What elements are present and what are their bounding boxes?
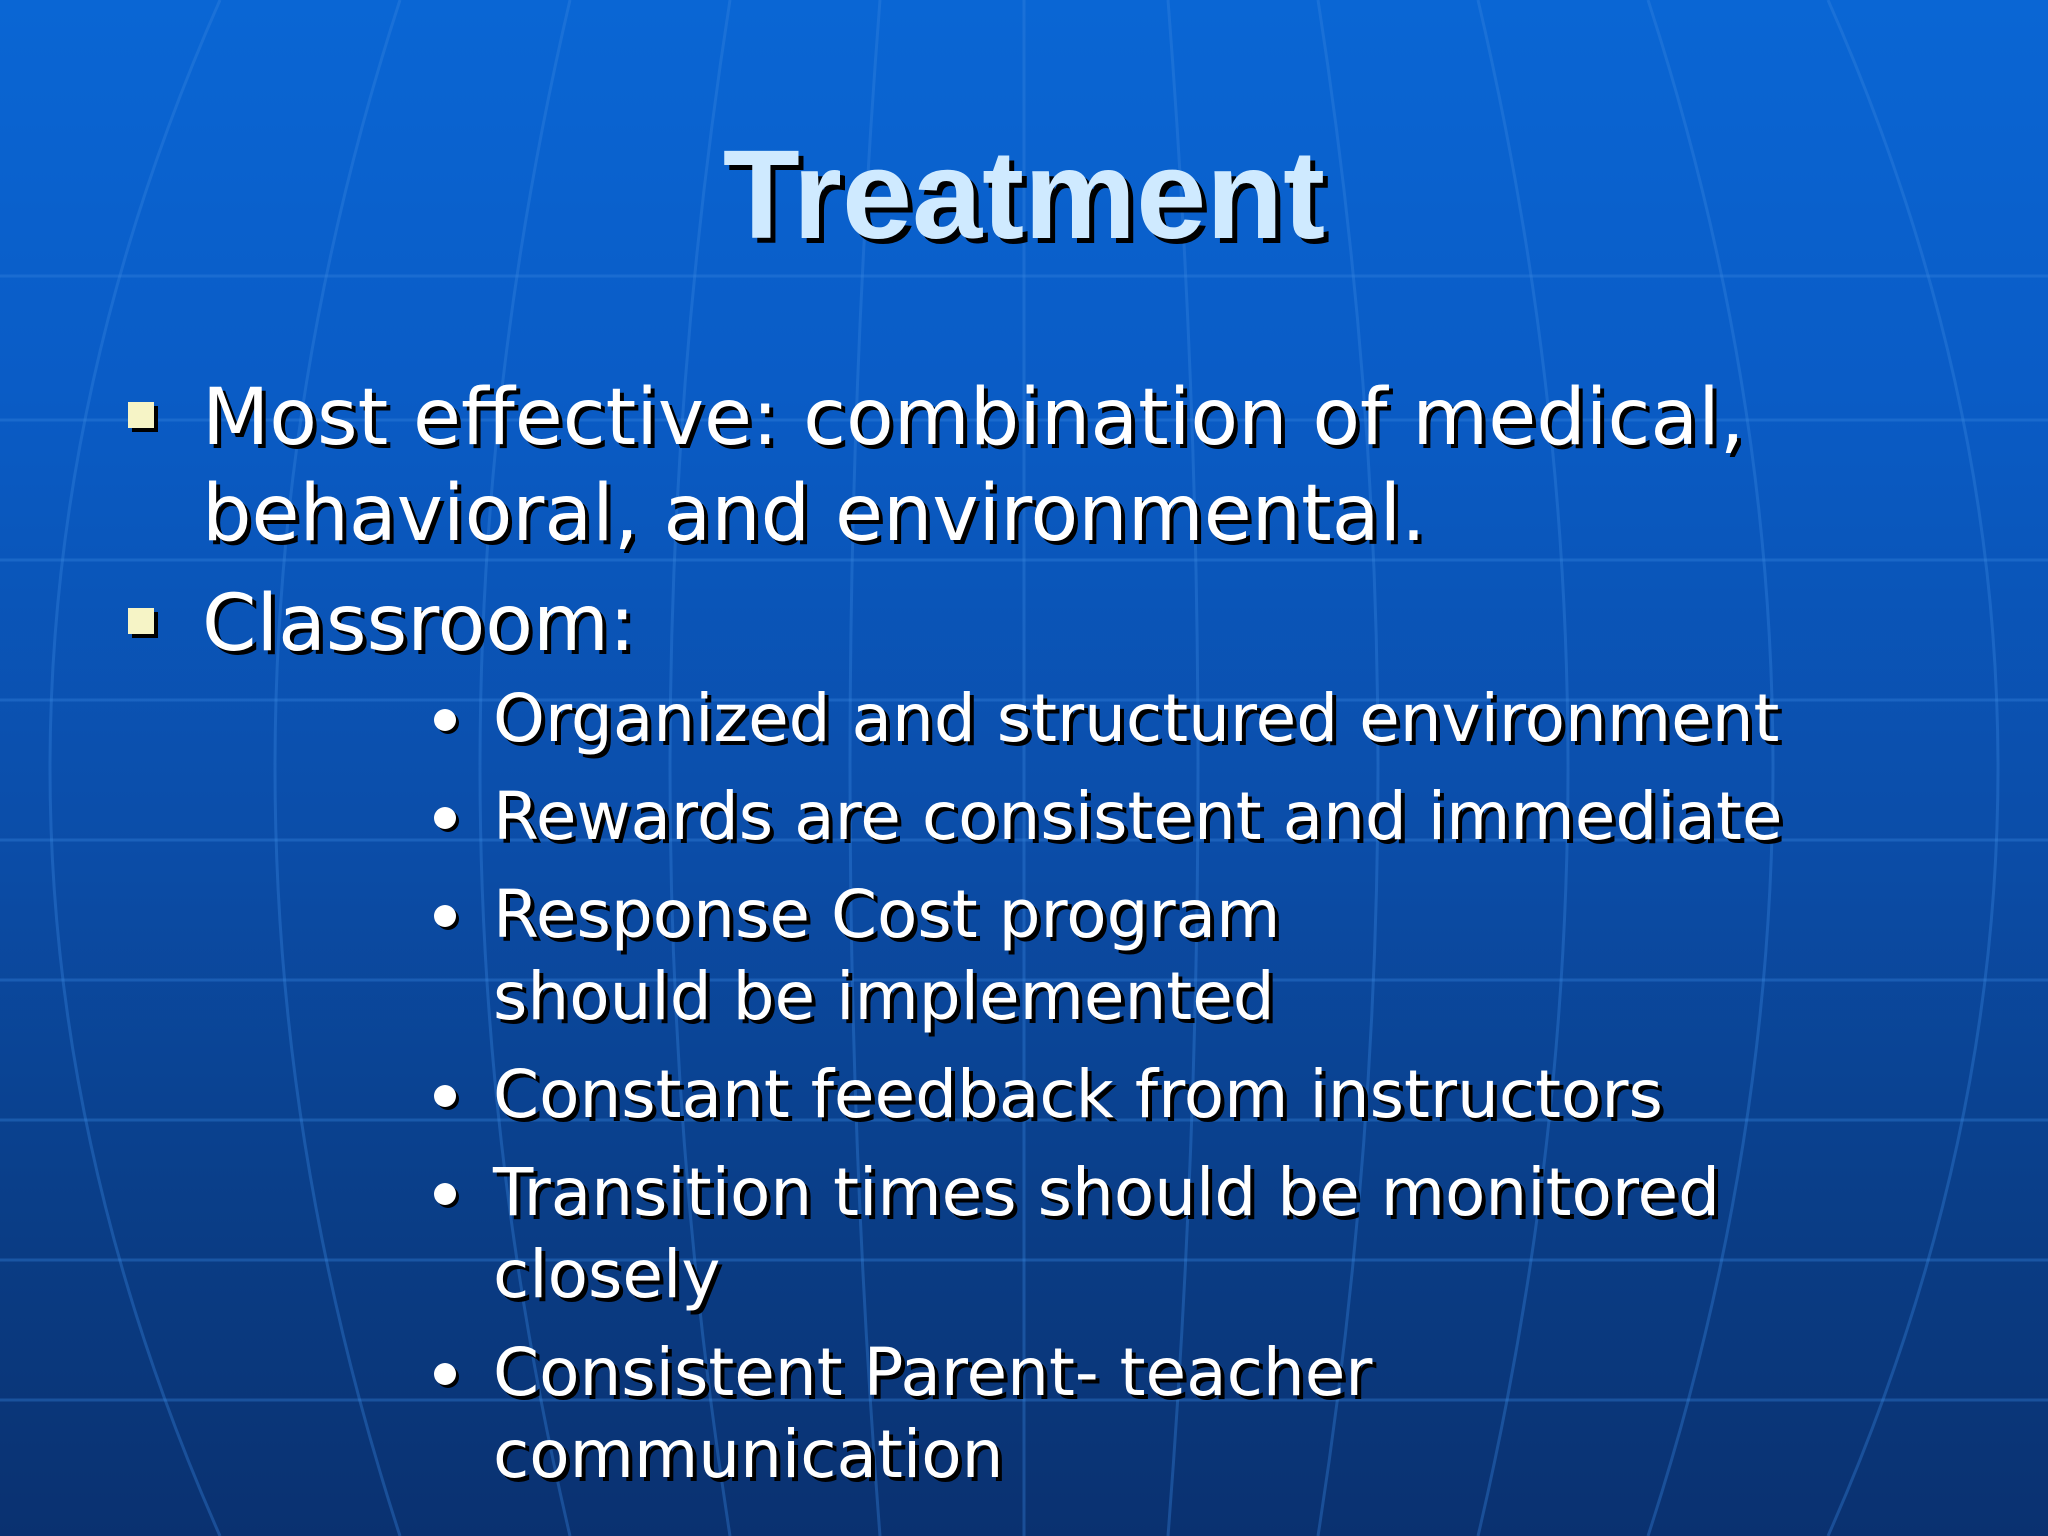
sub-bullet-item <box>202 776 1948 858</box>
bullet-list <box>0 370 2048 1512</box>
sub-bullet-item <box>202 678 1948 760</box>
sub-bullet-text: Constant feedback from instructors <box>493 1056 1663 1133</box>
bullet-item-most-effective <box>0 370 2048 562</box>
sub-bullet-item <box>202 1054 1948 1136</box>
sub-bullet-item <box>202 1332 1948 1496</box>
sub-bullet-item <box>202 1152 1948 1316</box>
dot-bullet-icon <box>434 1363 456 1385</box>
dot-bullet-icon <box>434 905 456 927</box>
dot-bullet-icon <box>434 709 456 731</box>
sub-bullet-text: Response Cost program should be implemented <box>493 876 1281 1035</box>
dot-bullet-icon <box>434 1183 456 1205</box>
sub-bullet-item <box>202 874 1948 1038</box>
dot-bullet-icon <box>434 807 456 829</box>
bullet-item-classroom <box>0 576 2048 1496</box>
bullet-text: Classroom: <box>202 579 636 669</box>
sub-bullet-text: Organized and structured environment <box>493 680 1780 757</box>
square-bullet-icon <box>128 402 154 428</box>
slide-title: Treatment <box>722 124 1326 265</box>
sub-bullet-text: Consistent Parent- teacher communication <box>493 1334 1373 1493</box>
classroom-sub-list <box>202 678 1948 1496</box>
bullet-text: Most effective: combination of medical, behavioral, and environmental. <box>202 373 1745 559</box>
sub-bullet-text: Rewards are consistent and immediate <box>493 778 1783 855</box>
sub-bullet-text: Transition times should be monitored closely <box>493 1154 1721 1313</box>
dot-bullet-icon <box>434 1085 456 1107</box>
square-bullet-icon <box>128 608 154 634</box>
